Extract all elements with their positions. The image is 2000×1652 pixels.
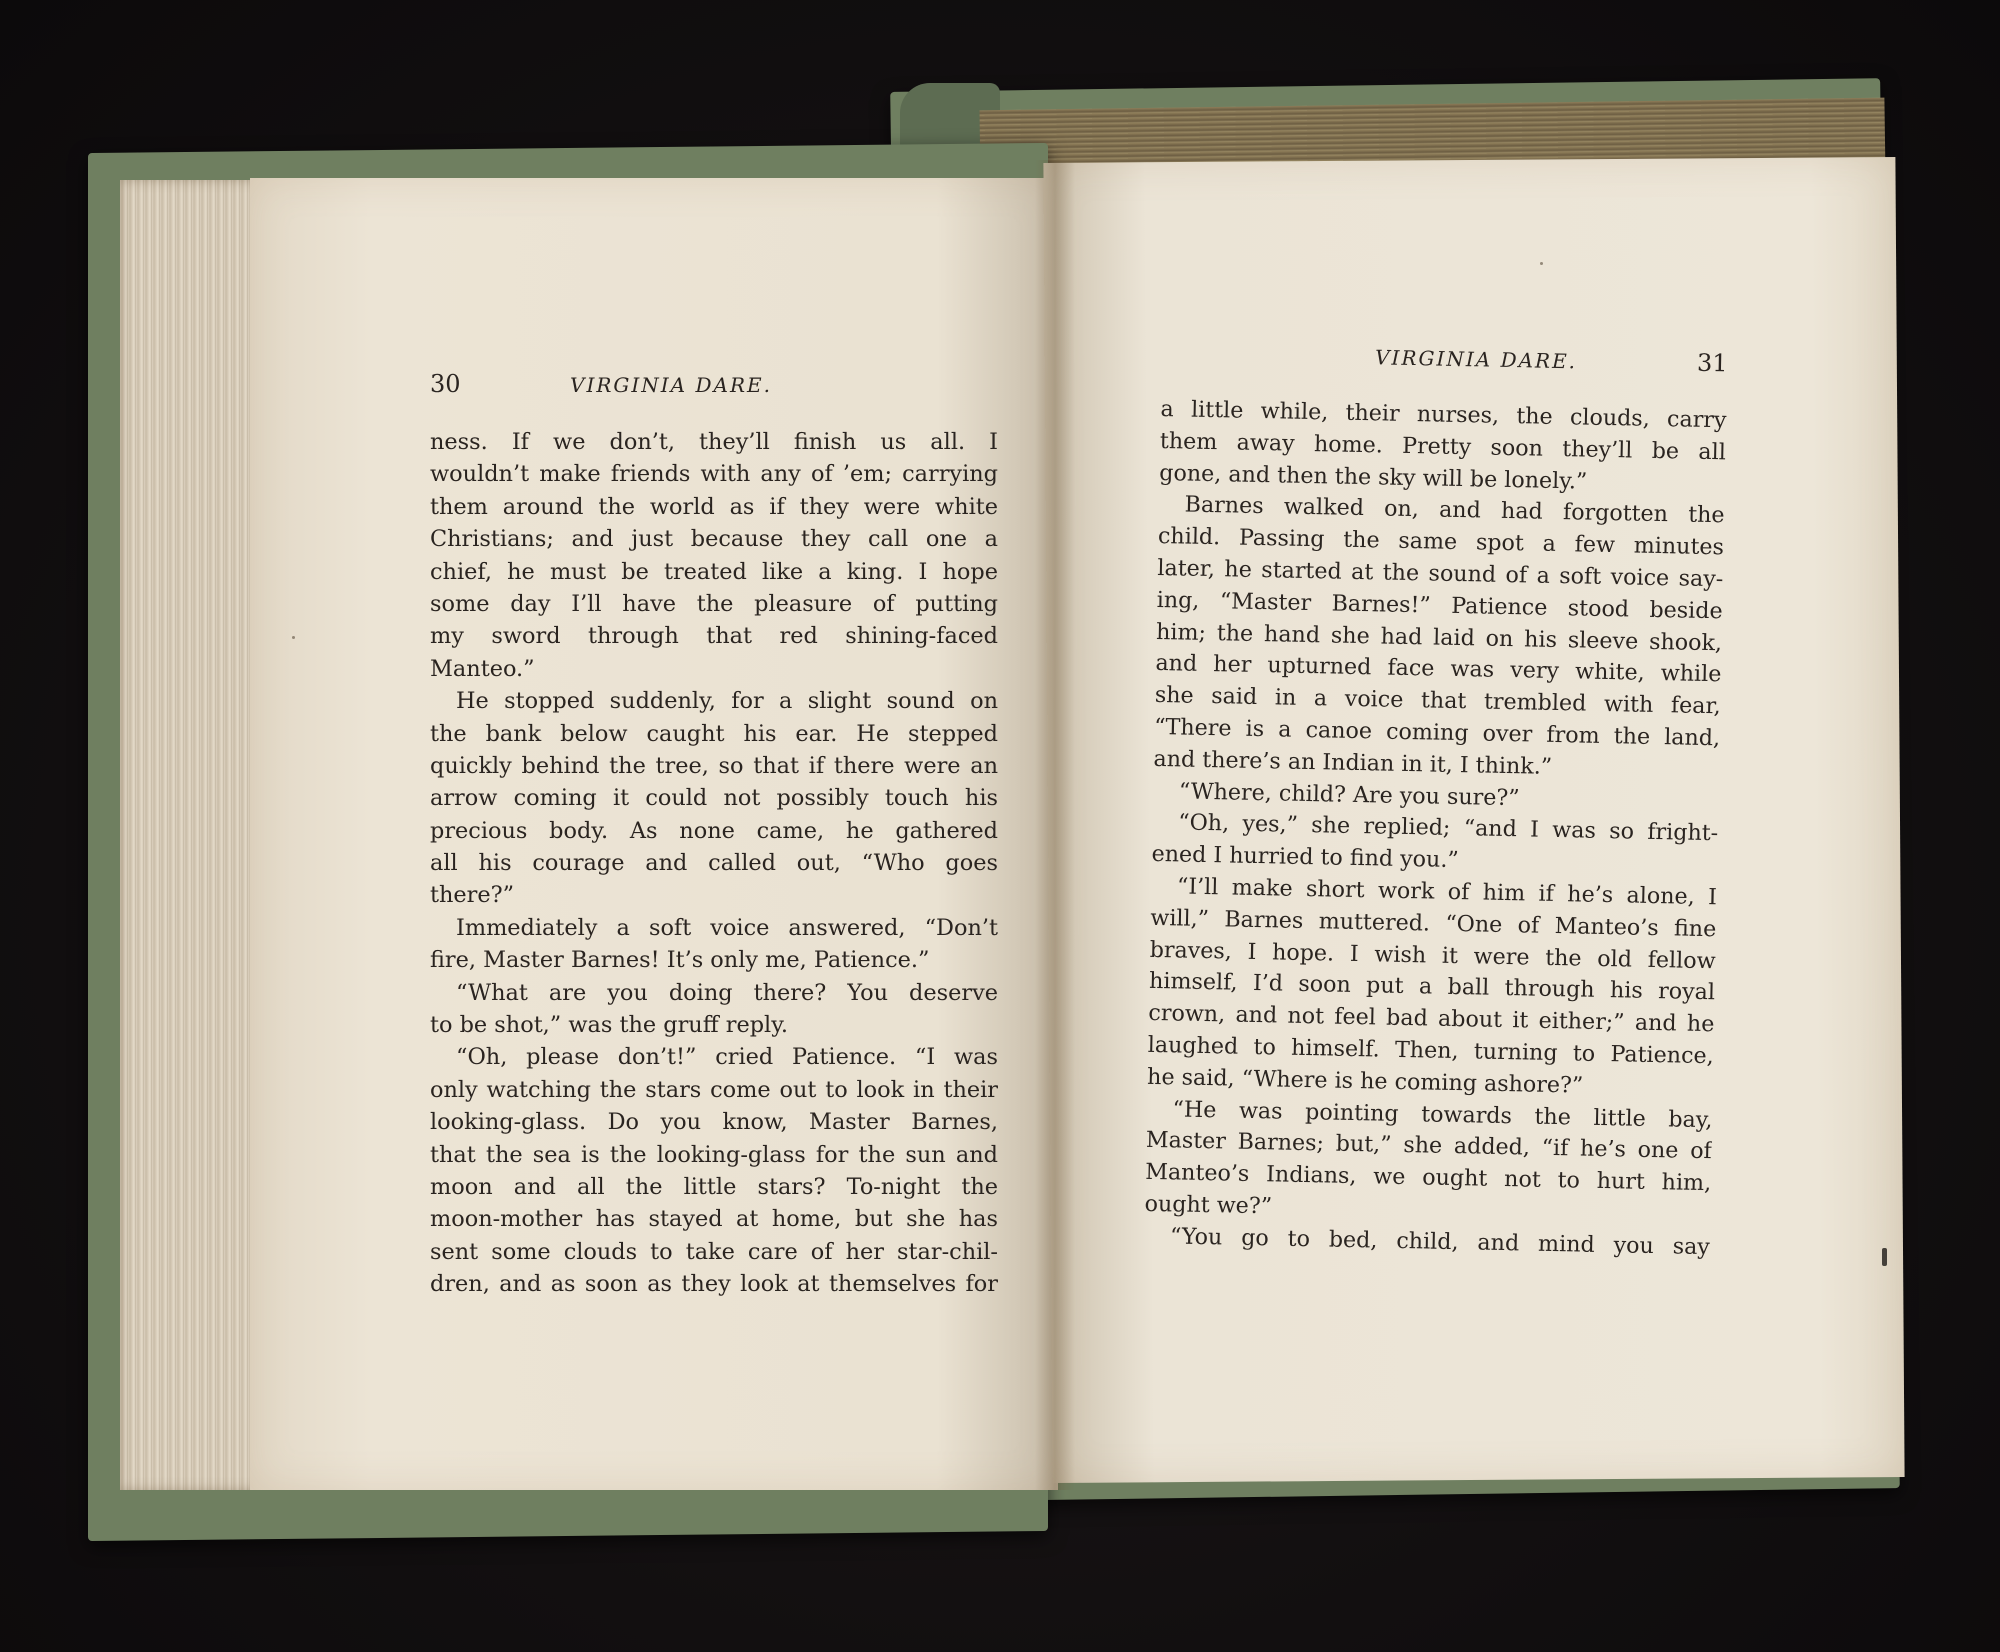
text-line: will,” Barnes muttered. “One of Manteo’s fine: [1150, 904, 1717, 942]
text-line: and there’s an Indian in it, I think.”: [1153, 745, 1553, 780]
text-line: precious body. As none came, he gathered: [430, 817, 998, 844]
text-line: braves, I hope. I wish it were the old fellow: [1149, 936, 1716, 974]
text-line: a little while, their nurses, the clouds, carry: [1160, 395, 1727, 434]
text-line: “Where, child? Are you sure?”: [1178, 777, 1520, 811]
text-line: them around the world as if they were white: [430, 493, 998, 520]
text-line: He stopped suddenly, for a slight sound on: [456, 688, 998, 715]
text-line: “He was pointing towards the little bay,: [1172, 1095, 1713, 1133]
text-line: Manteo.”: [430, 655, 535, 682]
right-page-body: [1144, 394, 1727, 1264]
text-line: the bank below caught his ear. He stepped: [430, 720, 998, 747]
page-block-edge: [120, 180, 270, 1490]
speck-mark: [1540, 262, 1543, 265]
text-line: “Oh, yes,” she replied; “and I was so fright-: [1178, 809, 1719, 847]
left-running-title: VIRGINIA DARE.: [570, 373, 772, 397]
text-line: all his courage and called out, “Who goes: [430, 850, 998, 877]
text-line: Master Barnes; but,” she added, “if he’s one of: [1145, 1127, 1713, 1165]
text-line: some day I’ll have the pleasure of putting: [430, 590, 998, 617]
text-line: only watching the stars come out to look in their: [430, 1076, 998, 1103]
text-line: there?”: [430, 882, 515, 909]
text-line: quickly behind the tree, so that if there were an: [430, 752, 998, 779]
text-line: them away home. Pretty soon they’ll be all: [1159, 427, 1727, 466]
text-line: Barnes walked on, and had forgotten the: [1184, 491, 1725, 529]
text-line: himself, I’d soon put a ball through his royal: [1148, 968, 1716, 1006]
text-line: moon-mother has stayed at home, but she has: [430, 1206, 998, 1233]
text-line: my sword through that red shining-faced: [430, 623, 998, 650]
text-line: him; the hand she had laid on his sleeve shook,: [1155, 618, 1723, 656]
text-line: to be shot,” was the gruff reply.: [430, 1012, 788, 1039]
left-page-body: [430, 426, 998, 1301]
text-line: arrow coming it could not possibly touch his: [430, 785, 998, 812]
text-line: ing, “Master Barnes!” Patience stood beside: [1156, 586, 1723, 625]
text-line: and her upturned face was very white, while: [1155, 650, 1722, 688]
text-line: Manteo’s Indians, we ought not to hurt him,: [1144, 1158, 1712, 1197]
left-page-header: [430, 370, 998, 426]
text-line: sent some clouds to take care of her star-chil-: [430, 1238, 998, 1265]
text-line: fire, Master Barnes! It’s only me, Patience.”: [430, 947, 930, 974]
left-page-text: [430, 370, 998, 1301]
book-gutter: [1035, 160, 1075, 1490]
page-edge-mark: [1882, 1248, 1887, 1266]
text-line: “I’ll make short work of him if he’s alone, I: [1176, 873, 1718, 911]
text-line: “There is a canoe coming over from the land,: [1153, 713, 1721, 752]
text-line: “What are you doing there? You deserve: [456, 979, 998, 1006]
text-line: ened I hurried to find you.”: [1151, 841, 1459, 874]
text-line: ness. If we don’t, they’ll finish us all. I: [430, 429, 998, 455]
right-page-text: [1144, 338, 1728, 1264]
text-line: ought we?”: [1144, 1190, 1273, 1220]
text-line: chief, he must be treated like a king. I hope: [430, 558, 998, 585]
text-line: she said in a voice that trembled with fear,: [1154, 682, 1721, 720]
text-line: moon and all the little stars? To-night the: [430, 1173, 998, 1200]
text-line: child. Passing the same spot a few minutes: [1157, 523, 1725, 561]
text-line: gone, and then the sky will be lonely.”: [1159, 459, 1588, 495]
speck-mark: [292, 636, 295, 639]
text-line: later, he started at the sound of a soft voice say-: [1157, 554, 1724, 593]
text-line: “You go to bed, child, and mind you say: [1169, 1223, 1711, 1260]
text-line: dren, and as soon as they look at themselves for: [430, 1271, 998, 1298]
text-line: Christians; and just because they call one a: [430, 526, 998, 553]
left-page-number: 30: [430, 370, 461, 398]
text-line: he said, “Where is he coming ashore?”: [1146, 1063, 1584, 1099]
text-line: looking-glass. Do you know, Master Barnes,: [430, 1109, 998, 1136]
text-line: wouldn’t make friends with any of ’em; carrying: [430, 461, 998, 488]
text-line: that the sea is the looking-glass for the sun and: [430, 1141, 998, 1168]
right-running-title: VIRGINIA DARE.: [1374, 345, 1578, 374]
text-line: Immediately a soft voice answered, “Don’t: [456, 914, 998, 941]
text-line: crown, and not feel bad about it either;” and he: [1148, 1000, 1715, 1038]
right-page-number: 31: [1696, 348, 1728, 378]
text-line: laughed to himself. Then, turning to Patience,: [1147, 1031, 1714, 1070]
text-line: “Oh, please don’t!” cried Patience. “I was: [456, 1044, 998, 1071]
